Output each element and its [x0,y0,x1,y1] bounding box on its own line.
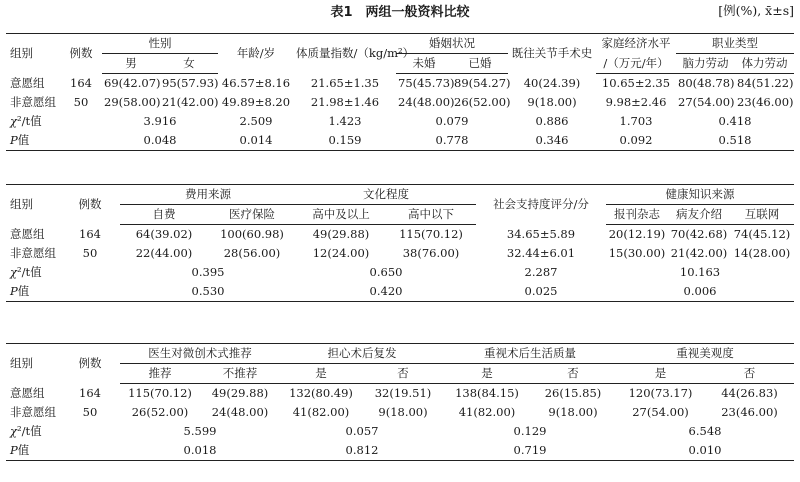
physical-cell: 84(51.22) [737,76,794,90]
self-pay-cell: 22(44.00) [135,246,193,260]
beauty-no-cell: 23(46.00) [721,405,778,419]
blank-cell [60,441,120,461]
mental-labor-header: 脑力劳动 [676,54,735,74]
internet-cell: 14(28.00) [733,246,791,260]
insurance-cell: 100(60.98) [220,227,284,241]
physical-cell: 23(46.00) [737,95,794,109]
cost-chi-cell: 0.395 [191,265,225,279]
count-header: 例数 [60,344,120,384]
unmarried-cell: 75(45.73) [398,76,455,90]
support-p-cell: 0.025 [476,282,606,302]
education-chi-cell: 0.650 [369,265,403,279]
quality-of-life-header: 重视术后生活质量 [444,344,616,364]
education-header: 文化程度 [296,185,476,205]
p-value-label: P值 [6,131,60,151]
income-cell: 10.65±2.35 [601,76,671,90]
table-title: 表1 两组一般资料比较 [330,5,470,20]
high-school-below-header: 高中以下 [386,205,476,225]
mental-cell: 80(48.78) [678,76,735,90]
table2-header-row-1 [6,185,794,205]
beauty-chi-cell: 6.548 [688,424,722,438]
table-row [6,384,794,404]
table-row [6,93,794,112]
high-school-below-cell: 115(70.12) [399,227,463,241]
chi-square-label: χ²/t值 [10,265,42,279]
no-header: 否 [362,364,444,384]
age-p-cell: 0.014 [218,131,294,151]
unmarried-header: 未婚 [396,54,452,74]
bmi-header: 体质量指数/（kg/m²） [294,34,396,74]
recommend-header: 推荐 [120,364,200,384]
not-recommend-cell: 24(48.00) [211,405,269,419]
p-value-row [6,441,794,461]
group-cell: 非意愿组 [10,405,56,419]
p-value-row [6,131,794,151]
count-cell: 50 [73,95,89,109]
table1-header-row-1 [6,34,794,54]
age-cell: 46.57±8.16 [221,75,291,90]
recommend-chi-cell: 5.599 [183,424,217,438]
high-school-below-cell: 38(76.00) [402,246,460,260]
job-p-cell: 0.518 [676,131,794,151]
count-cell: 50 [82,246,98,260]
support-chi-cell: 2.287 [524,265,558,279]
table-row [6,244,794,263]
group-cell: 意愿组 [10,226,45,241]
table-row [6,225,794,245]
age-chi-cell: 2.509 [239,114,273,128]
general-info-table-1 [6,33,794,151]
male-cell: 69(42.07) [104,76,161,90]
yes-header: 是 [616,364,705,384]
job-type-header: 职业类型 [676,34,794,54]
p-value-label: P值 [6,282,60,302]
patient-friends-cell: 21(42.00) [670,246,728,260]
blank-cell [60,263,120,282]
social-support-cell: 34.65±5.89 [506,226,576,241]
general-info-table-2 [6,184,794,302]
self-pay-cell: 64(39.02) [135,227,193,241]
count-cell: 164 [79,226,101,241]
chi-square-row [6,422,794,441]
gender-p-cell: 0.048 [102,131,218,151]
high-school-above-cell: 12(24.00) [312,246,370,260]
worry-no-cell: 32(19.51) [374,386,432,400]
table-row [6,74,794,94]
group-cell: 意愿组 [10,75,45,90]
group-cell: 非意愿组 [10,95,56,109]
income-p-cell: 0.092 [596,131,676,151]
internet-cell: 74(45.12) [733,227,791,241]
age-cell: 49.89±8.20 [221,95,291,109]
newspaper-cell: 20(12.19) [608,227,666,241]
general-info-table-3 [6,343,794,461]
chi-square-label: χ²/t值 [10,114,42,128]
surgery-p-cell: 0.346 [508,131,596,151]
blank-cell [60,131,102,151]
count-cell: 50 [82,405,98,419]
bmi-cell: 21.65±1.35 [310,75,380,90]
worry-yes-cell: 132(80.49) [289,386,353,400]
count-header: 例数 [60,34,102,74]
self-pay-header: 自费 [120,205,208,225]
married-cell: 26(52.00) [454,95,511,109]
group-header: 组别 [6,34,60,74]
internet-header: 互联网 [730,205,794,225]
high-school-above-header: 高中及以上 [296,205,386,225]
male-header: 男 [102,54,160,74]
newspaper-header: 报刊杂志 [606,205,668,225]
beauty-yes-cell: 27(54.00) [632,405,689,419]
chi-square-label: χ²/t值 [10,424,42,438]
unmarried-cell: 24(48.00) [398,95,455,109]
married-cell: 89(54.27) [454,76,511,90]
table3-header-row-1 [6,344,794,364]
count-cell: 164 [70,75,92,90]
table-row [6,403,794,422]
yes-header: 是 [444,364,530,384]
cost-source-header: 费用来源 [120,185,296,205]
table2-header-row-2 [6,205,794,225]
focus-chi-cell: 0.129 [513,424,547,438]
income-cell: 9.98±2.46 [605,95,667,109]
insurance-header: 医疗保险 [208,205,296,225]
gender-chi-cell: 3.916 [143,114,177,128]
bmi-cell: 21.98±1.46 [310,95,380,109]
beauty-yes-cell: 120(73.17) [628,386,693,400]
income-chi-cell: 1.703 [619,114,653,128]
gender-header: 性别 [102,34,218,54]
marital-header: 婚姻状况 [396,34,508,54]
beauty-p-cell: 0.010 [616,441,794,461]
surgery-chi-cell: 0.886 [535,114,569,128]
yes-header: 是 [280,364,362,384]
p-value-row [6,282,794,302]
table3-header-row-2 [6,364,794,384]
social-support-cell: 32.44±6.01 [506,246,576,260]
recommend-cell: 115(70.12) [128,386,192,400]
chi-square-row [6,112,794,131]
not-recommend-header: 不推荐 [200,364,280,384]
blank-cell [60,112,102,131]
focus-no-cell: 9(18.00) [548,405,598,419]
group-header: 组别 [6,185,60,225]
beauty-no-cell: 44(26.83) [721,386,778,400]
recommend-cell: 26(52.00) [131,405,189,419]
count-header: 例数 [60,185,120,225]
bmi-chi-cell: 1.423 [328,114,362,128]
no-header: 否 [705,364,794,384]
married-header: 已婚 [452,54,508,74]
marital-chi-cell: 0.079 [435,114,469,128]
doctor-recommend-header: 医生对微创术式推荐 [120,344,280,364]
health-knowledge-header: 健康知识来源 [606,185,794,205]
no-header: 否 [530,364,616,384]
count-cell: 164 [79,385,101,400]
social-support-header: 社会支持度评分/分 [476,185,606,225]
patient-friends-cell: 70(42.68) [670,227,728,241]
age-header: 年龄/岁 [218,34,294,74]
job-chi-cell: 0.418 [718,114,752,128]
worry-yes-cell: 41(82.00) [292,405,350,419]
surgery-history-header: 既往关节手术史 [508,34,596,74]
bmi-p-cell: 0.159 [294,131,396,151]
group-cell: 意愿组 [10,385,45,400]
physical-labor-header: 体力劳动 [735,54,794,74]
blank-cell [60,282,120,302]
worry-recurrence-header: 担心术后复发 [280,344,444,364]
table-caption [0,0,800,18]
table-unit-note: [例(%), x̄±s] [718,3,794,18]
group-header: 组别 [6,344,60,384]
chi-square-row [6,263,794,282]
focus-p-cell: 0.719 [444,441,616,461]
female-header: 女 [160,54,218,74]
worry-p-cell: 0.812 [280,441,444,461]
health-p-cell: 0.006 [606,282,794,302]
patient-friends-header: 病友介绍 [668,205,730,225]
male-cell: 29(58.00) [104,95,161,109]
surgery-cell: 9(18.00) [527,95,577,109]
aesthetics-header: 重视美观度 [616,344,794,364]
education-p-cell: 0.420 [296,282,476,302]
health-chi-cell: 10.163 [679,265,721,279]
focus-yes-cell: 41(82.00) [458,405,516,419]
p-value-label: P值 [6,441,60,461]
marital-p-cell: 0.778 [396,131,508,151]
group-cell: 非意愿组 [10,246,56,260]
mental-cell: 27(54.00) [678,95,735,109]
focus-no-cell: 26(15.85) [544,386,602,400]
female-cell: 21(42.00) [162,95,219,109]
newspaper-cell: 15(30.00) [608,246,666,260]
recommend-p-cell: 0.018 [120,441,280,461]
not-recommend-cell: 49(29.88) [211,386,269,400]
insurance-cell: 28(56.00) [223,246,281,260]
income-unit-header: /（万元/年） [596,54,676,74]
surgery-cell: 40(24.39) [523,75,581,90]
worry-chi-cell: 0.057 [345,424,379,438]
income-header: 家庭经济水平 [596,34,676,54]
blank-cell [60,422,120,441]
worry-no-cell: 9(18.00) [378,405,428,419]
female-cell: 95(57.93) [162,76,219,90]
cost-p-cell: 0.530 [120,282,296,302]
focus-yes-cell: 138(84.15) [455,386,519,400]
high-school-above-cell: 49(29.88) [312,227,370,241]
